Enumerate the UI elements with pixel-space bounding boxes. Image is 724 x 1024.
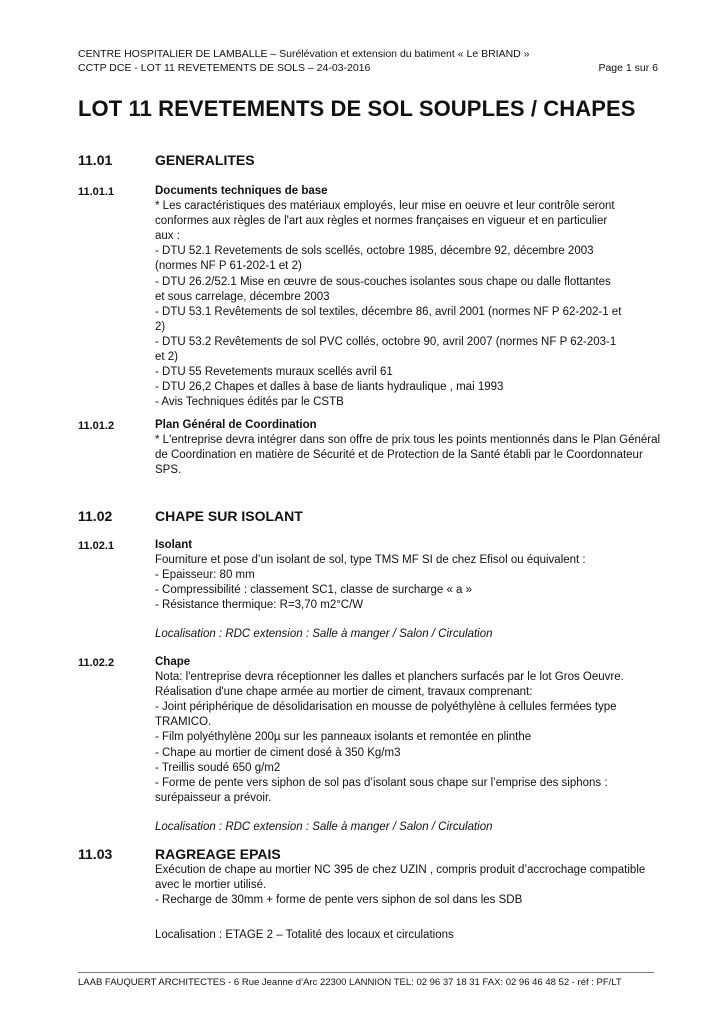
section-11-01-title: GENERALITES: [155, 152, 255, 168]
text-line: - DTU 26.2/52.1 Mise en œuvre de sous-couches isolantes sous chape ou dalle flottantes: [155, 275, 611, 288]
text-line: - Forme de pente vers siphon de sol pas d’isolant sous chape sur l’emprise des siphons :: [155, 776, 608, 789]
text-line: SPS.: [155, 464, 182, 477]
subsection-11-02-1-heading: Isolant: [155, 539, 193, 551]
text-line: et 2): [155, 351, 179, 364]
text-line: et sous carrelage, décembre 2003: [155, 290, 330, 303]
text-line: - DTU 53.1 Revêtements de sol textiles, décembre 86, avril 2001 (normes NF P 62-202-1 et: [155, 305, 622, 318]
text-line: * Les caractéristiques des matériaux employés, leur mise en oeuvre et leur contrôle seront: [155, 200, 615, 213]
text-line: - Compressibilité : classement SC1, classe de surcharge « a »: [155, 584, 473, 597]
subsection-11-02-2-body: [155, 655, 655, 835]
text-line: - Treillis soudé 650 g/m2: [155, 761, 281, 774]
text-line: * L'entreprise devra intégrer dans son offre de prix tous les points mentionnés dans le Plan Général: [155, 434, 661, 447]
text-line: 2): [155, 320, 166, 333]
text-line: - DTU 55 Revetements muraux scellés avril 61: [155, 366, 393, 379]
subsection-11-02-1-body: [155, 538, 655, 643]
subsection-11-02-1-number: 11.02.1: [78, 540, 115, 552]
subsection-11-01-2-heading: Plan Général de Coordination: [155, 419, 317, 431]
text-line: TRAMICO.: [155, 716, 212, 729]
text-line: Réalisation d'une chape armée au mortier de ciment, travaux comprenant:: [155, 686, 533, 699]
text-line: - Epaisseur: 80 mm: [155, 569, 255, 582]
subsection-11-01-1-number: 11.01.1: [78, 186, 115, 198]
text-line: - Recharge de 30mm + forme de pente vers siphon de sol dans les SDB: [155, 894, 523, 907]
section-11-03-title: RAGREAGE EPAIS: [155, 846, 281, 862]
text-line: Nota: l'entreprise devra réceptionner les dalles et planchers surfacés par le lot Gros Oeuvre.: [155, 671, 624, 684]
text-line: - Résistance thermique: R=3,70 m2°C/W: [155, 599, 364, 612]
subsection-11-01-1-body: [155, 184, 655, 410]
header-line-2: CCTP DCE - LOT 11 REVETEMENTS DE SOLS – 24-03-2016: [78, 62, 371, 74]
localisation-note: Localisation : RDC extension : Salle à manger / Salon / Circulation: [155, 820, 493, 833]
text-line: - DTU 53.2 Revêtements de sol PVC collés, octobre 90, avril 2007 (normes NF P 62-203-1: [155, 335, 617, 348]
lot-title: LOT 11 REVETEMENTS DE SOL SOUPLES / CHAPES: [78, 96, 636, 121]
header-line-1: CENTRE HOSPITALIER DE LAMBALLE – Surélévation et extension du batiment « Le BRIAND »: [78, 48, 530, 60]
footer-divider: [78, 972, 654, 973]
section-11-02-number: 11.02: [78, 508, 113, 524]
subsection-11-01-2-number: 11.01.2: [78, 420, 115, 432]
text-line: Fourniture et pose d’un isolant de sol, type TMS MF SI de chez Efisol ou équivalent :: [155, 554, 586, 567]
text-line: - Joint périphérique de désolidarisation en mousse de polyéthylène à cellules fermées type: [155, 701, 617, 714]
text-line: conformes aux règles de l'art aux règles et normes françaises en vigueur et en particulier: [155, 215, 608, 228]
text-line: avec le mortier utilisé.: [155, 879, 267, 892]
localisation-note: Localisation : ETAGE 2 – Totalité des locaux et circulations: [155, 929, 454, 942]
page-number: Page 1 sur 6: [598, 62, 658, 74]
section-11-02-title: CHAPE SUR ISOLANT: [155, 508, 303, 524]
text-line: aux :: [155, 230, 180, 243]
text-line: - DTU 26,2 Chapes et dalles à base de liants hydraulique , mai 1993: [155, 381, 504, 394]
section-11-03-number: 11.03: [78, 846, 113, 862]
localisation-note: Localisation : RDC extension : Salle à manger / Salon / Circulation: [155, 628, 493, 641]
section-11-03-body: [155, 863, 655, 943]
text-line: - DTU 52.1 Revetements de sols scellés, octobre 1985, décembre 92, décembre 2003: [155, 245, 594, 258]
text-line: - Chape au mortier de ciment dosé à 350 Kg/m3: [155, 746, 401, 759]
subsection-11-02-2-heading: Chape: [155, 656, 191, 668]
subsection-11-01-2-body: [155, 418, 661, 478]
section-11-01-number: 11.01: [78, 152, 113, 168]
text-line: - Film polyéthylène 200µ sur les panneaux isolants et remontée en plinthe: [155, 731, 532, 744]
text-line: (normes NF P 61-202-1 et 2): [155, 260, 302, 273]
footer-text: LAAB FAUQUERT ARCHITECTES - 6 Rue Jeanne d’Arc 22300 LANNION TEL: 02 96 37 18 31 FAX: 02 96 46 48 52 - réf : PF/LT: [78, 977, 622, 988]
subsection-11-02-2-number: 11.02.2: [78, 657, 115, 669]
subsection-11-01-1-heading: Documents techniques de base: [155, 185, 328, 197]
text-line: surépaisseur a prévoir.: [155, 791, 272, 804]
text-line: - Avis Techniques édités par le CSTB: [155, 396, 344, 409]
text-line: Exécution de chape au mortier NC 395 de chez UZIN , compris produit d’accrochage compatible: [155, 864, 646, 876]
text-line: de Coordination en matière de Sécurité et de Protection de la Santé établi par le Coordonnateur: [155, 449, 643, 462]
